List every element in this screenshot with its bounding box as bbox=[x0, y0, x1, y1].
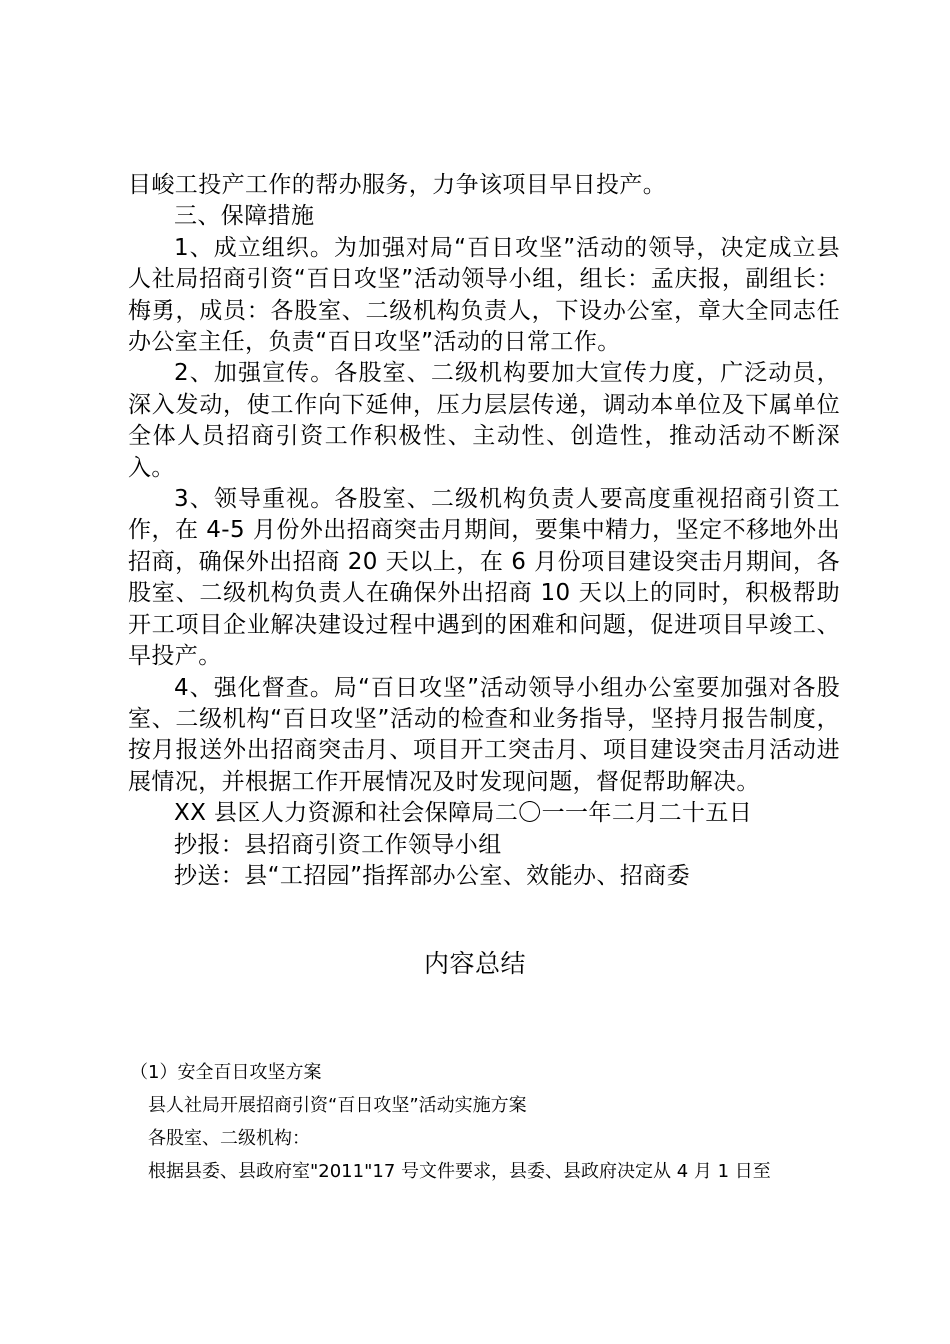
paragraph-continuation: 目峻工投产工作的帮办服务，力争该项目早日投产。 bbox=[128, 172, 667, 198]
issuer-and-date: XX 县区人力资源和社会保障局二〇一一年二月二十五日 bbox=[174, 800, 753, 827]
paragraph-organization: 1、成立组织。为加强对局“百日攻坚”活动的领导，决定成立县人社局招商引资“百日攻坚”活动领导小组，组长：孟庆报，副组长：梅勇，成员：各股室、二级机构负责人，下设办公室，章大全同志任办公室主任，负责“百日攻坚”活动的日常工作。 bbox=[128, 234, 840, 356]
paragraph-publicity: 2、加强宣传。各股室、二级机构要加大宣传力度，广泛动员，深入发动，使工作向下延伸，压力层层传递，调动本单位及下属单位全体人员招商引资工作积极性、主动性、创造性，推动活动不断深入。 bbox=[128, 360, 840, 481]
paragraph-leadership: 3、领导重视。各股室、二级机构负责人要高度重视招商引资工作，在 4-5 月份外出招商突击月期间，要集中精力，坚定不移地外出招商，确保外出招商 20 天以上，在 6 月份项目建设突击月期间，各股室、二级机构负责人在确保外出招商 10 天以上的同时，积极帮助开工项目企业解决建设过程中遇到的困难和问题，促进项目早竣工、早投产。 bbox=[128, 486, 840, 670]
summary-line-basis: 根据县委、县政府室"2011"17 号文件要求，县委、县政府决定从 4 月 1 日至 bbox=[148, 1161, 771, 1182]
summary-line-recipients: 各股室、二级机构： bbox=[148, 1128, 310, 1149]
summary-section bbox=[130, 1056, 842, 1188]
cc-report-line: 抄报：县招商引资工作领导小组 bbox=[174, 831, 502, 858]
paragraph-supervision: 4、强化督查。局“百日攻坚”活动领导小组办公室要加强对各股室、二级机构“百日攻坚”活动的检查和业务指导，坚持月报告制度，按月报送外出招商突击月、项目开工突击月、项目建设突击月活动进展情况，并根据工作开展情况及时发现问题，督促帮助解决。 bbox=[128, 674, 840, 795]
section-heading-safeguards: 三、保障措施 bbox=[174, 203, 315, 230]
summary-line-plan-name: 县人社局开展招商引资“百日攻坚”活动实施方案 bbox=[148, 1095, 527, 1116]
cc-send-line: 抄送：县“工招园”指挥部办公室、效能办、招商委 bbox=[174, 862, 691, 889]
summary-heading: 内容总结 bbox=[423, 949, 526, 978]
summary-line-title: （1）安全百日攻坚方案 bbox=[130, 1062, 322, 1083]
document-body bbox=[128, 170, 840, 892]
